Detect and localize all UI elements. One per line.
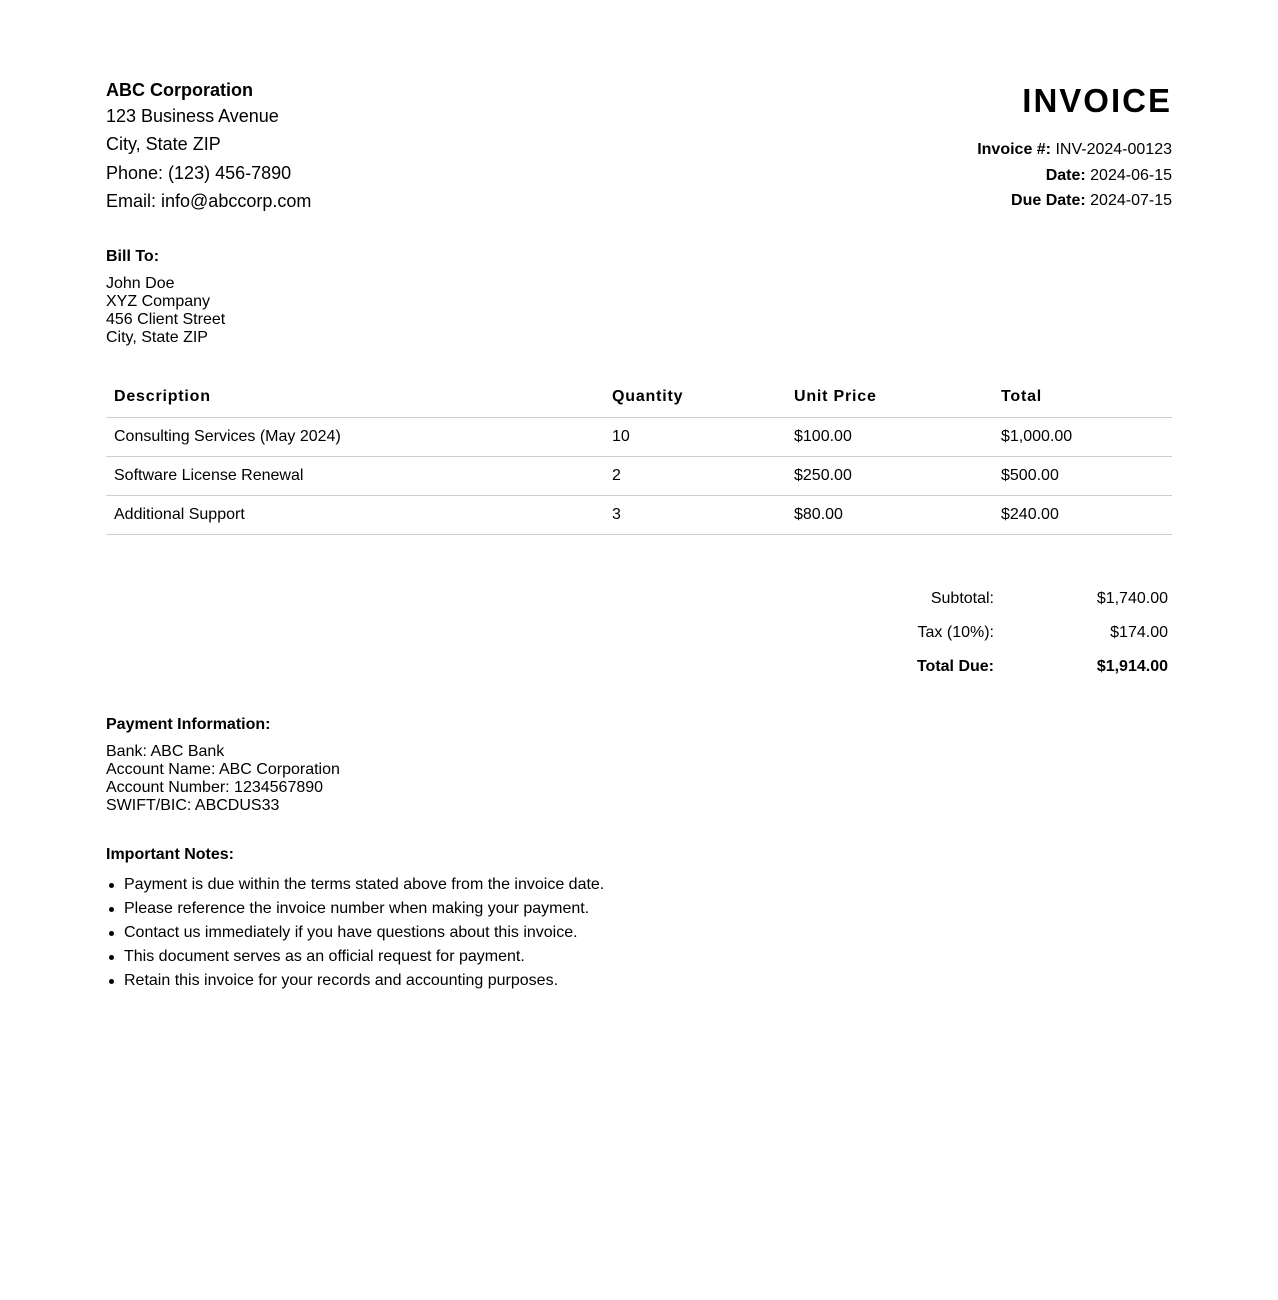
bill-to-company: XYZ Company [106,293,211,310]
company-info [106,78,311,215]
tax-value: $174.00 [1110,624,1168,641]
bill-to-street: 456 Client Street [106,311,226,328]
invoice-header [977,82,1172,214]
payment-swift: SWIFT/BIC: ABCDUS33 [106,797,280,814]
line-items-table [106,378,1172,535]
bill-to-name: John Doe [106,275,175,292]
header-total: Total [993,378,1172,417]
table-row [106,495,1172,534]
note-item: This document serves as an official request for payment. [106,945,604,969]
tax-row [734,616,1172,650]
invoice-date [977,163,1172,189]
header-description: Description [106,378,604,417]
invoice-number [977,137,1172,163]
tax-label: Tax (10%): [917,624,994,641]
payment-account-number: Account Number: 1234567890 [106,779,324,796]
invoice-number-label: Invoice #: [977,141,1052,158]
table-header-row [106,378,1172,417]
payment-info-section [106,715,340,815]
invoice-due-date-value: 2024-07-15 [1090,192,1172,209]
item-description: Consulting Services (May 2024) [106,417,604,456]
table-row [106,456,1172,495]
item-description: Additional Support [106,495,604,534]
company-address-line2: City, State ZIP [106,134,221,155]
subtotal-row [734,582,1172,616]
totals-table [734,582,1172,684]
company-email: Email: info@abccorp.com [106,190,312,211]
notes-heading: Important Notes: [106,846,234,863]
company-address-line1: 123 Business Avenue [106,106,279,126]
notes-section [106,845,604,993]
table-row [106,417,1172,456]
invoice-due-date [977,188,1172,214]
note-item: Contact us immediately if you have questions about this invoice. [106,921,604,945]
item-unit-price: $80.00 [786,495,993,534]
invoice-number-value: INV-2024-00123 [1055,141,1172,158]
item-unit-price: $100.00 [786,417,993,456]
item-description: Software License Renewal [106,456,604,495]
payment-bank: Bank: ABC Bank [106,743,225,760]
company-phone: Phone: (123) 456-7890 [106,162,292,183]
note-item: Please reference the invoice number when making your payment. [106,897,604,921]
item-total: $500.00 [993,456,1172,495]
item-quantity: 2 [604,456,786,495]
total-due-label: Total Due: [916,658,994,675]
item-total: $240.00 [993,495,1172,534]
note-item: Retain this invoice for your records and accounting purposes. [106,969,604,993]
company-name: ABC Corporation [106,80,253,100]
invoice-date-label: Date: [1045,166,1086,184]
notes-list [106,873,604,993]
total-due-value: $1,914.00 [1096,658,1168,675]
invoice-title: INVOICE [1022,82,1172,119]
bill-to-city: City, State ZIP [106,329,208,346]
item-total: $1,000.00 [993,417,1172,456]
header-unit-price: Unit Price [786,378,993,417]
item-quantity: 10 [604,417,786,456]
total-due-row [734,650,1172,684]
item-quantity: 3 [604,495,786,534]
invoice-date-value: 2024-06-15 [1090,166,1172,184]
bill-to-heading: Bill To: [106,248,160,265]
subtotal-value: $1,740.00 [1096,590,1168,607]
payment-heading: Payment Information: [106,716,271,733]
bill-to-section [106,247,225,347]
note-item: Payment is due within the terms stated above from the invoice date. [106,873,604,897]
subtotal-label: Subtotal: [930,590,994,607]
header-quantity: Quantity [604,378,786,417]
item-unit-price: $250.00 [786,456,993,495]
invoice-due-date-label: Due Date: [1011,192,1086,209]
payment-account-name: Account Name: ABC Corporation [106,761,340,778]
